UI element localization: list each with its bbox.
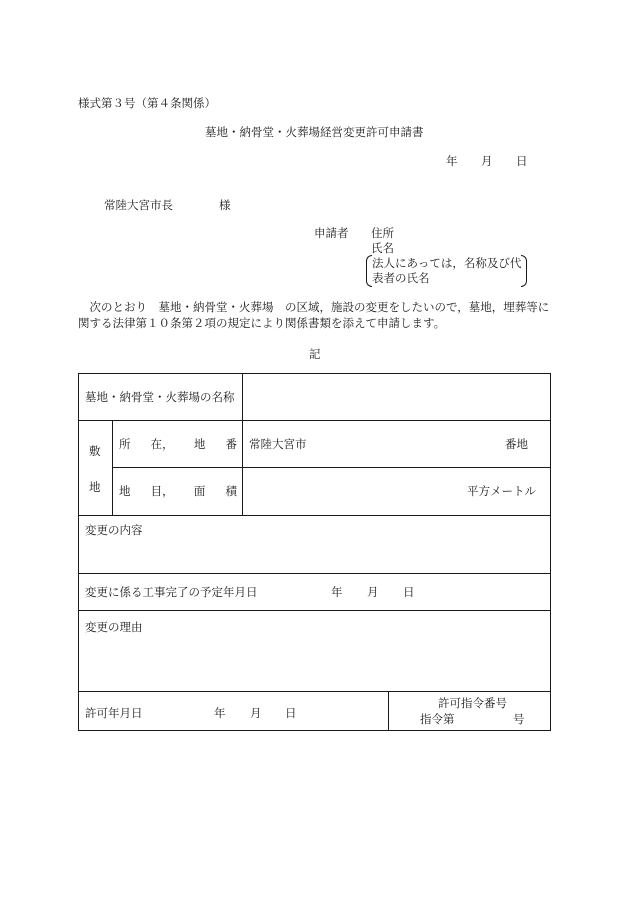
site-label-top: 敷 (89, 444, 101, 458)
addressee-honorific: 様 (219, 198, 231, 212)
facility-name-field[interactable] (249, 376, 545, 416)
location-label-part: 在， (150, 437, 174, 451)
site-label-bottom: 地 (89, 480, 101, 494)
body-text-line2: 関する法律第１０条第２項の規定により関係書類を添えて申請します。 (78, 316, 446, 330)
document-title: 墓地・納骨堂・火葬場経営変更許可申請書 (205, 125, 424, 139)
location-label-part: 地 (193, 437, 206, 451)
permit-number-label: 許可指令番号 (438, 696, 507, 710)
row-divider (79, 515, 550, 516)
land-label-part: 目， (150, 484, 174, 498)
application-table (78, 373, 551, 731)
row-divider (112, 467, 550, 468)
area-unit: 平方メートル (467, 484, 536, 498)
facility-name-label: 墓地・納骨堂・火葬場の名称 (85, 390, 235, 404)
location-field[interactable] (309, 424, 499, 464)
date-year: 年 (446, 154, 458, 168)
date-month: 月 (481, 154, 493, 168)
change-content-label: 変更の内容 (85, 523, 143, 537)
completion-year: 年 (331, 585, 343, 599)
change-content-field[interactable] (85, 539, 545, 569)
land-label-part: 積 (225, 484, 237, 498)
column-divider (242, 374, 243, 515)
location-label (119, 437, 237, 451)
form-number: 様式第３号（第４条関係） (78, 96, 216, 110)
corporate-note-line2: 表者の氏名 (372, 271, 430, 285)
permit-year: 年 (214, 706, 226, 720)
row-divider (79, 691, 550, 692)
permit-date-label: 許可年月日 (85, 706, 143, 720)
completion-date-label: 変更に係る工事完了の予定年月日 (85, 585, 258, 599)
location-city: 常陸大宮市 (249, 437, 307, 451)
location-suffix: 番地 (505, 437, 528, 451)
land-label-part: 面 (193, 484, 206, 498)
ki-heading: 記 (309, 347, 321, 361)
date-day: 日 (516, 154, 528, 168)
row-divider (79, 420, 550, 421)
directive-prefix: 指令第 (420, 712, 455, 726)
applicant-label: 申請者 (314, 226, 349, 240)
completion-day: 日 (403, 585, 415, 599)
name-label: 氏名 (371, 241, 394, 255)
change-reason-field[interactable] (85, 636, 545, 686)
permit-day: 日 (285, 706, 297, 720)
completion-month: 月 (367, 585, 379, 599)
land-label (119, 484, 237, 498)
permit-month: 月 (250, 706, 262, 720)
column-divider (388, 691, 389, 731)
right-paren (521, 255, 527, 287)
addressee-name: 常陸大宮市長 (104, 198, 173, 212)
land-label-part: 地 (119, 484, 131, 498)
row-divider (79, 573, 550, 574)
corporate-note-line1: 法人にあっては，名称及び代 (372, 256, 522, 270)
location-label-part: 所 (119, 437, 131, 451)
change-reason-label: 変更の理由 (85, 620, 143, 634)
body-text-line1: 次のとおり 墓地・納骨堂・火葬場 の区域，施設の変更をしたいので，墓地，埋葬等に (78, 300, 550, 314)
row-divider (79, 610, 550, 611)
directive-suffix: 号 (513, 712, 525, 726)
address-label: 住所 (371, 226, 394, 240)
column-divider (112, 420, 113, 515)
area-field[interactable] (249, 471, 459, 511)
location-label-part: 番 (225, 437, 237, 451)
